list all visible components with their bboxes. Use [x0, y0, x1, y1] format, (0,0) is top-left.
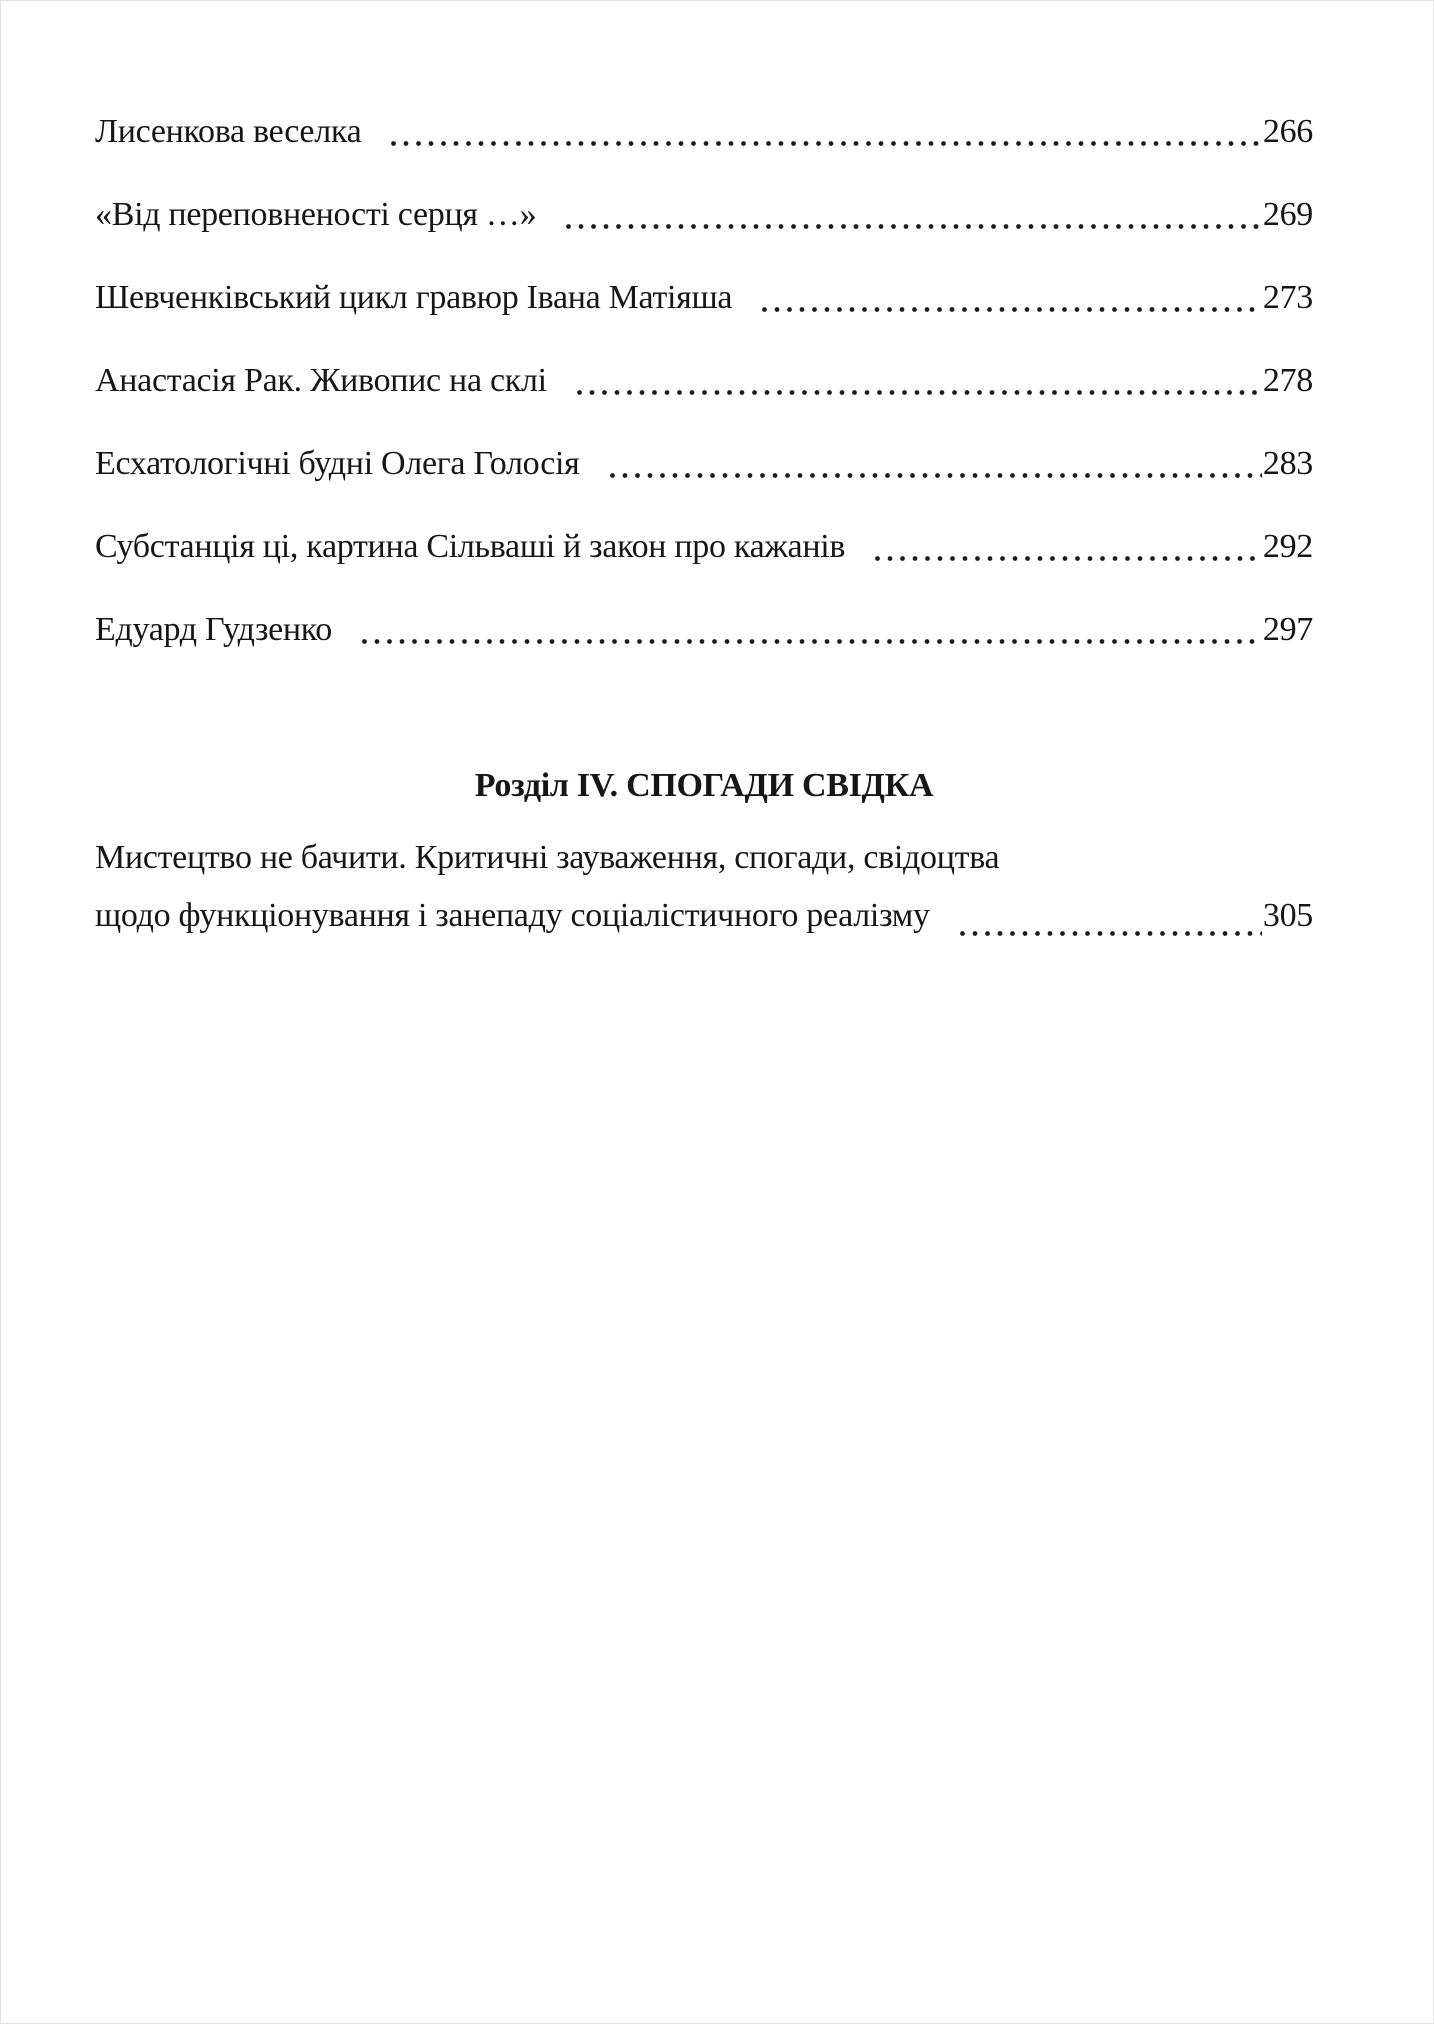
dot-leader [875, 555, 1262, 562]
dot-leader [960, 930, 1262, 937]
toc-entry [95, 441, 1313, 487]
toc-entry-page: 269 [1262, 196, 1313, 233]
dot-leader [577, 389, 1262, 396]
toc-entry-title-line2-row [95, 887, 1313, 945]
dot-leader [362, 638, 1262, 645]
toc-entry-title: Шевченківський цикл гравюр Івана Матіяша [95, 279, 733, 316]
toc-entry-page: 297 [1262, 611, 1313, 648]
toc-entry-multiline [95, 829, 1313, 945]
toc-list [95, 109, 1313, 653]
toc-entry-title-line2: щодо функціонування і занепаду соціалістичного реалізму [95, 897, 930, 934]
toc-entry-title-line1: Мистецтво не бачити. Критичні зауваження, спогади, свідоцтва [95, 839, 1000, 876]
toc-entry [95, 192, 1313, 238]
toc-entry-page: 273 [1262, 279, 1313, 316]
dot-leader [566, 223, 1262, 230]
section-heading: Розділ IV. СПОГАДИ СВІДКА [474, 767, 934, 804]
toc-entry-title: Есхатологічні будні Олега Голосія [95, 445, 580, 482]
toc-entry [95, 358, 1313, 404]
toc-entry-page: 283 [1262, 445, 1313, 482]
dot-leader [762, 306, 1262, 313]
toc-entry [95, 524, 1313, 570]
toc-entry [95, 109, 1313, 155]
toc-entry-page: 305 [1262, 897, 1313, 934]
toc-entry [95, 607, 1313, 653]
dot-leader [391, 140, 1262, 147]
toc-entry-title: Лисенкова веселка [95, 113, 362, 150]
dot-leader [610, 472, 1262, 479]
toc-entry-title: «Від переповненості серця …» [95, 196, 537, 233]
toc-entry [95, 275, 1313, 321]
toc-entry-title: Анастасія Рак. Живопис на склі [95, 362, 547, 399]
toc-entry-title: Едуард Гудзенко [95, 611, 333, 648]
toc-entry-page: 278 [1262, 362, 1313, 399]
toc-entry-page: 266 [1262, 113, 1313, 150]
toc-entry-title: Субстанція ці, картина Сільваші й закон про кажанів [95, 528, 846, 565]
toc-entry-page: 292 [1262, 528, 1313, 565]
